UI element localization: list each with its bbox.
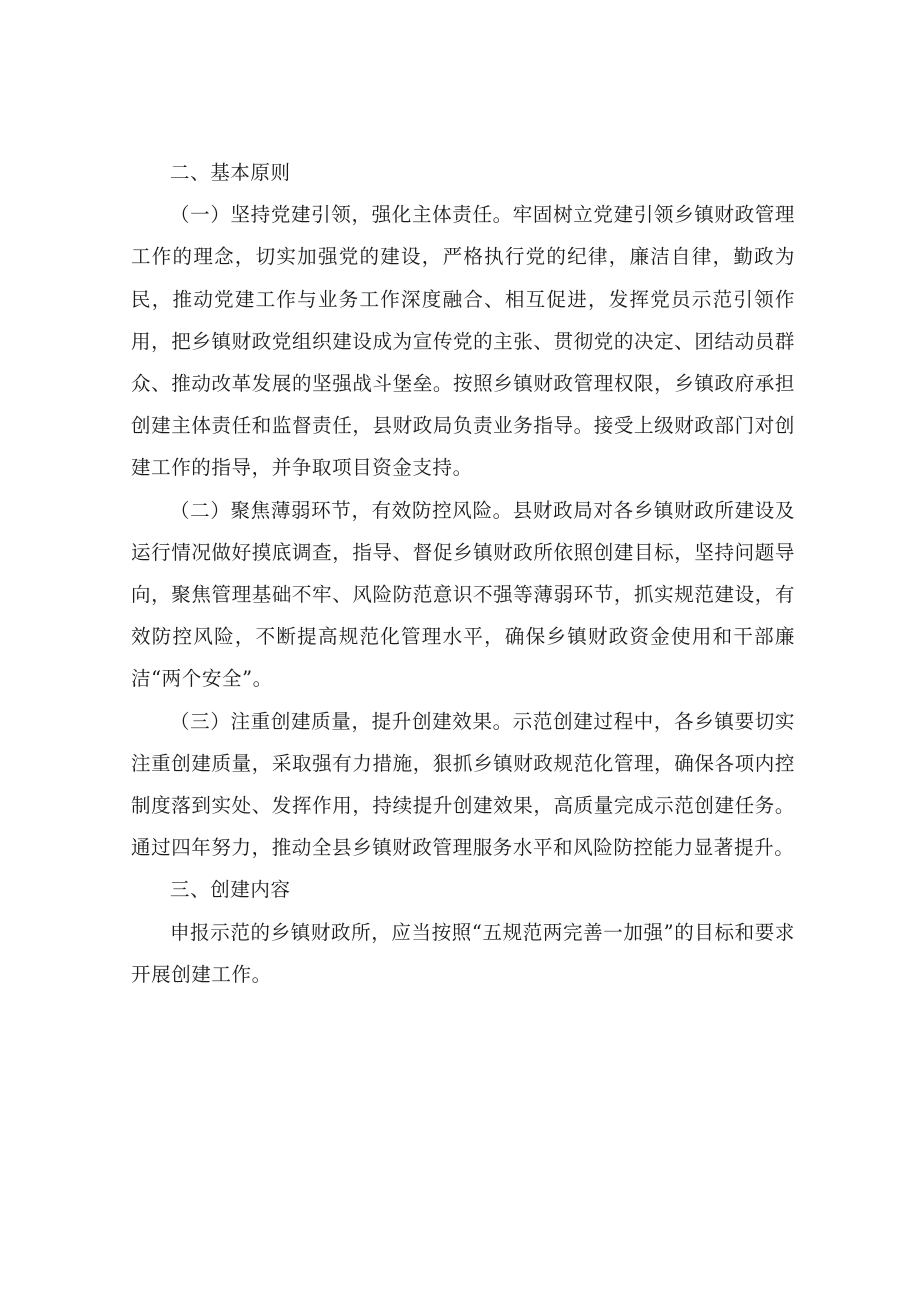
document-page: [131, 152, 795, 996]
paragraph-principle-3: （三）注重创建质量，提升创建效果。示范创建过程中，各乡镇要切实注重创建质量，采取强有力措施，狠抓乡镇财政规范化管理，确保各项内控制度落到实处、发挥作用，持续提升创建效果，高质量完成示范创建任务。通过四年努力，推动全县乡镇财政管理服务水平和风险防控能力显著提升。: [131, 709, 795, 860]
paragraph-principle-1: （一）坚持党建引领，强化主体责任。牢固树立党建引领乡镇财政管理工作的理念，切实加强党的建设，严格执行党的纪律，廉洁自律，勤政为民，推动党建工作与业务工作深度融合、相互促进，发挥党员示范引领作用，把乡镇财政党组织建设成为宣传党的主张、贯彻党的决定、团结动员群众、推动改革发展的坚强战斗堡垒。按照乡镇财政管理权限，乡镇政府承担创建主体责任和监督责任，县财政局负责业务指导。接受上级财政部门对创建工作的指导，并争取项目资金支持。: [131, 203, 795, 480]
section-heading-content: 三、创建内容: [170, 878, 291, 902]
paragraph-principle-2: （二）聚焦薄弱环节，有效防控风险。县财政局对各乡镇财政所建设及运行情况做好摸底调查，指导、督促乡镇财政所依照创建目标，坚持问题导向，聚焦管理基础不牢、风险防范意识不强等薄弱环节，抓实规范建设，有效防控风险，不断提高规范化管理水平，确保乡镇财政资金使用和干部廉洁“两个安全”。: [131, 498, 795, 691]
paragraph-content-intro: 申报示范的乡镇财政所，应当按照“五规范两完善一加强”的目标和要求开展创建工作。: [131, 920, 795, 986]
section-heading-principles: 二、基本原则: [170, 161, 291, 184]
